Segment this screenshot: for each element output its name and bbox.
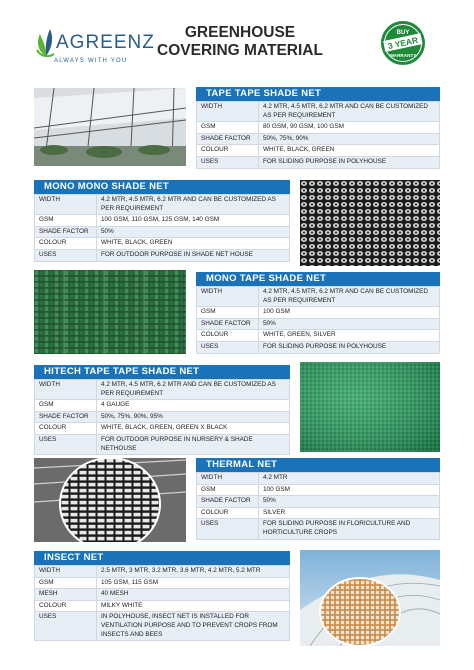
spec-key: USES <box>197 341 259 353</box>
page-title <box>140 24 340 60</box>
spec-value: IN POLYHOUSE, INSECT NET IS INSTALLED FOR VENTILATION PURPOSE AND TO PREVENT CROPS FROM INSECTS AND BEES <box>97 612 290 641</box>
spec-key: WIDTH <box>35 566 97 578</box>
spec-value: 4.2 MTR, 4.5 MTR, 6.2 MTR AND CAN BE CUSTOMIZED AS PER REQUIREMENT <box>259 102 440 122</box>
spec-key: USES <box>35 249 97 261</box>
spec-value: 105 GSM, 115 GSM <box>97 577 290 589</box>
spec-value: WHITE, BLACK, GREEN <box>259 145 440 157</box>
section-title: MONO MONO SHADE NET <box>34 180 290 194</box>
hitech-green-net-photo <box>300 362 440 452</box>
section-title: HITECH TAPE TAPE SHADE NET <box>34 365 290 379</box>
section-title: INSECT NET <box>34 551 290 565</box>
spec-row <box>197 287 440 307</box>
section-title: TAPE TAPE SHADE NET <box>196 87 440 101</box>
brand-name: AGREENZ <box>56 32 155 53</box>
spec-value: 2.5 MTR, 3 MTR, 3.2 MTR, 3.6 MTR, 4.2 MTR, 5.2 MTR <box>97 566 290 578</box>
spec-value: 50% <box>259 318 440 330</box>
spec-value: 4 GAUGE <box>97 400 290 412</box>
spec-key: WIDTH <box>197 102 259 122</box>
spec-row <box>35 577 290 589</box>
spec-value: 4.2 MTR, 4.5 MTR, 6.2 MTR AND CAN BE CUSTOMIZED AS PER REQUIREMENT <box>97 195 290 215</box>
spec-value: SILVER <box>259 507 440 519</box>
spec-value: 4.2 MTR, 4.5 MTR, 6.2 MTR AND CAN BE CUSTOMIZED AS PER REQUIREMENT <box>259 287 440 307</box>
section-title: THERMAL NET <box>196 458 440 472</box>
spec-key: SHADE FACTOR <box>35 411 97 423</box>
spec-row <box>35 400 290 412</box>
spec-table <box>34 379 290 455</box>
spec-key: SHADE FACTOR <box>35 226 97 238</box>
spec-row <box>197 102 440 122</box>
title-line-1: GREENHOUSE <box>184 24 296 41</box>
spec-row <box>197 473 440 485</box>
spec-key: WIDTH <box>35 380 97 400</box>
section-thermal-net <box>196 458 440 540</box>
spec-value: 100 GSM <box>259 484 440 496</box>
thermal-net-photo <box>34 458 186 542</box>
spec-key: COLOUR <box>35 238 97 250</box>
spec-value: 50%, 75%, 90% <box>259 133 440 145</box>
spec-key: COLOUR <box>197 330 259 342</box>
spec-key: WIDTH <box>35 195 97 215</box>
spec-row <box>35 612 290 641</box>
spec-row <box>35 566 290 578</box>
spec-key: GSM <box>197 484 259 496</box>
spec-key: COLOUR <box>35 423 97 435</box>
section-mono-tape-shade-net <box>196 272 440 354</box>
spec-row <box>197 145 440 157</box>
spec-value: 80 GSM, 90 GSM, 100 GSM <box>259 122 440 134</box>
brand-tagline: ALWAYS WITH YOU <box>54 58 128 64</box>
spec-row <box>197 484 440 496</box>
spec-row <box>197 156 440 168</box>
spec-row <box>35 215 290 227</box>
spec-value: 50% <box>97 226 290 238</box>
spec-key: USES <box>35 612 97 641</box>
spec-table <box>34 565 290 641</box>
spec-key: USES <box>197 156 259 168</box>
spec-table <box>196 286 440 354</box>
spec-row <box>35 600 290 612</box>
spec-row <box>35 423 290 435</box>
section-title: MONO TAPE SHADE NET <box>196 272 440 286</box>
spec-row <box>197 496 440 508</box>
spec-key: COLOUR <box>197 145 259 157</box>
spec-key: SHADE FACTOR <box>197 133 259 145</box>
spec-value: MILKY WHITE <box>97 600 290 612</box>
spec-row <box>197 122 440 134</box>
spec-value: 40 MESH <box>97 589 290 601</box>
spec-table <box>34 194 290 262</box>
spec-value: FOR OUTDOOR PURPOSE IN NURSERY & SHADE NETHOUSE <box>97 434 290 454</box>
badge-top: BUY <box>396 30 410 36</box>
spec-row <box>197 507 440 519</box>
spec-table <box>196 101 440 169</box>
spec-value: FOR OUTDOOR PURPOSE IN SHADE NET HOUSE <box>97 249 290 261</box>
greenhouse-interior-photo <box>34 88 186 166</box>
spec-key: GSM <box>35 577 97 589</box>
spec-row <box>197 307 440 319</box>
badge-bottom: WARRANTY <box>389 53 417 58</box>
spec-row <box>35 238 290 250</box>
badge-main: 3 YEAR <box>387 34 419 52</box>
section-mono-mono-shade-net <box>34 180 290 262</box>
spec-key: USES <box>197 519 259 539</box>
spec-key: MESH <box>35 589 97 601</box>
spec-row <box>35 249 290 261</box>
spec-key: USES <box>35 434 97 454</box>
spec-key: COLOUR <box>35 600 97 612</box>
spec-row <box>35 411 290 423</box>
spec-value: 50%, 75%, 90%, 95% <box>97 411 290 423</box>
spec-key: COLOUR <box>197 507 259 519</box>
spec-row <box>197 519 440 539</box>
spec-value: WHITE, BLACK, GREEN <box>97 238 290 250</box>
section-insect-net <box>34 551 290 641</box>
spec-value: 4.2 MTR <box>259 473 440 485</box>
mono-shade-net-photo <box>300 180 440 266</box>
spec-row <box>35 589 290 601</box>
spec-key: GSM <box>197 307 259 319</box>
section-tape-tape-shade-net <box>196 87 440 169</box>
spec-key: WIDTH <box>197 287 259 307</box>
spec-row <box>35 226 290 238</box>
spec-row <box>35 380 290 400</box>
spec-row <box>35 434 290 454</box>
spec-value: 4.2 MTR, 4.5 MTR, 6.2 MTR AND CAN BE CUSTOMIZED AS PER REQUIREMENT <box>97 380 290 400</box>
spec-table <box>196 472 440 540</box>
spec-key: GSM <box>35 400 97 412</box>
section-hitech-tape-tape-shade-net <box>34 365 290 455</box>
warranty-badge <box>380 20 426 66</box>
spec-key: WIDTH <box>197 473 259 485</box>
title-line-2: COVERING MATERIAL <box>157 42 323 59</box>
spec-value: WHITE, BLACK, GREEN, GREEN X BLACK <box>97 423 290 435</box>
spec-key: SHADE FACTOR <box>197 318 259 330</box>
insect-net-greenhouse-photo <box>300 550 440 646</box>
spec-value: 100 GSM <box>259 307 440 319</box>
leaf-logo-icon <box>34 26 58 58</box>
spec-row <box>197 318 440 330</box>
spec-row <box>197 330 440 342</box>
spec-value: FOR SLIDING PURPOSE IN FLORICULTURE AND HORTICULTURE CROPS <box>259 519 440 539</box>
spec-value: 100 GSM, 110 GSM, 125 GSM, 140 GSM <box>97 215 290 227</box>
spec-value: WHITE, GREEN, SILVER <box>259 330 440 342</box>
spec-row <box>35 195 290 215</box>
spec-key: GSM <box>197 122 259 134</box>
spec-value: FOR SLIDING PURPOSE IN POLYHOUSE <box>259 156 440 168</box>
spec-value: 50% <box>259 496 440 508</box>
spec-value: FOR SLIDING PURPOSE IN POLYHOUSE <box>259 341 440 353</box>
spec-row <box>197 133 440 145</box>
spec-key: SHADE FACTOR <box>197 496 259 508</box>
spec-row <box>197 341 440 353</box>
green-tape-net-photo <box>34 270 186 354</box>
spec-key: GSM <box>35 215 97 227</box>
